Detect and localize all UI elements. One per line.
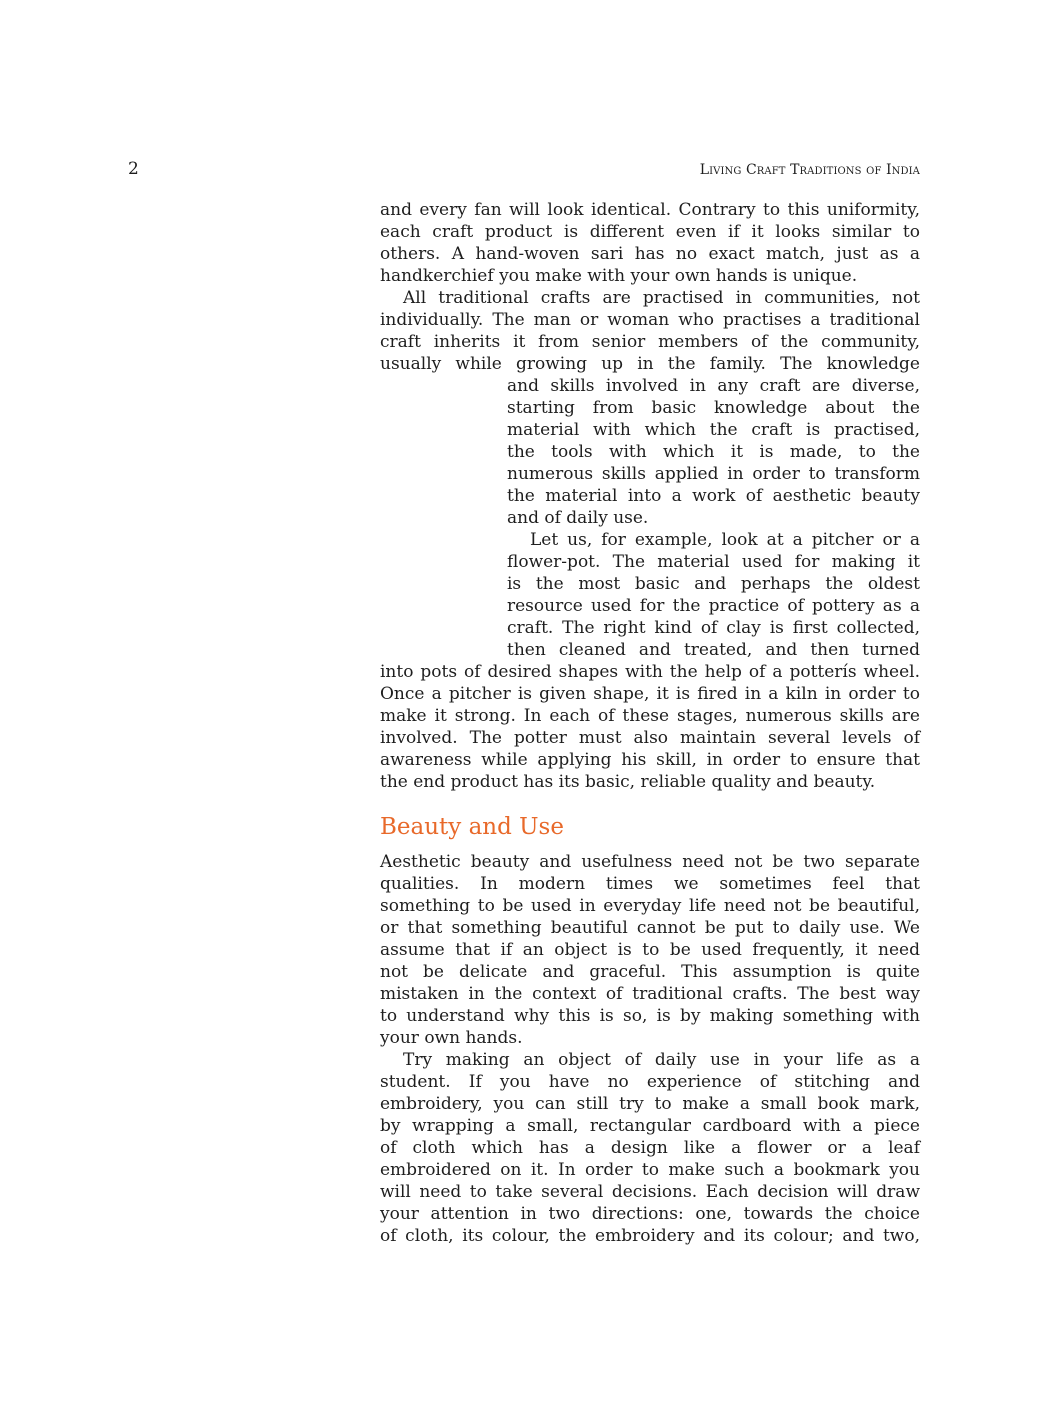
section-heading: Beauty and Use	[380, 814, 564, 840]
text-line: numerous skills applied in order to transform	[507, 464, 920, 484]
text-line: the material into a work of aesthetic beauty	[507, 486, 920, 506]
paragraph-pitcher	[507, 529, 920, 661]
text-line: Aesthetic beauty and usefulness need not be two separate	[380, 852, 920, 872]
text-line: embroidery, you can still try to make a small book mark,	[380, 1094, 920, 1114]
page-number: 2	[128, 159, 139, 179]
text-line: your own hands.	[380, 1028, 523, 1048]
text-line: All traditional crafts are practised in communities, not	[403, 288, 920, 308]
paragraph-try-making	[380, 1049, 920, 1247]
text-line: the tools with which it is made, to the	[507, 442, 920, 462]
text-line: involved. The potter must also maintain several levels of	[380, 728, 920, 748]
running-title: Living Craft Traditions of India	[699, 162, 920, 178]
text-line: individually. The man or woman who practises a traditional	[380, 310, 920, 330]
text-line: each craft product is different even if it looks similar to	[380, 222, 920, 242]
text-line: mistaken in the context of traditional crafts. The best way	[380, 984, 920, 1004]
text-line: into pots of desired shapes with the help of a potterís wheel.	[380, 662, 920, 682]
text-line: make it strong. In each of these stages, numerous skills are	[380, 706, 920, 726]
text-line: others. A hand-woven sari has no exact match, just as a	[380, 244, 920, 264]
text-line: material with which the craft is practised,	[507, 420, 920, 440]
text-line: flower-pot. The material used for making it	[507, 552, 920, 572]
text-line: assume that if an object is to be used frequently, it need	[380, 940, 920, 960]
text-line: embroidered on it. In order to make such a bookmark you	[380, 1160, 920, 1180]
text-line: craft inherits it from senior members of the community,	[380, 332, 920, 352]
text-line: something to be used in everyday life need not be beautiful,	[380, 896, 920, 916]
text-line: is the most basic and perhaps the oldest	[507, 574, 920, 594]
text-line: and every fan will look identical. Contrary to this uniformity,	[380, 200, 920, 220]
text-line: Let us, for example, look at a pitcher or a	[530, 530, 920, 550]
paragraph-pitcher-continued	[380, 661, 920, 793]
text-line: and of daily use.	[507, 508, 649, 528]
paragraph-aesthetic-beauty	[380, 851, 920, 1049]
text-line: your attention in two directions: one, towards the choice	[380, 1204, 920, 1224]
text-line: Try making an object of daily use in your life as a	[403, 1050, 920, 1070]
paragraph-communities-continued	[507, 375, 920, 529]
text-line: of cloth, its colour, the embroidery and its colour; and two,	[380, 1226, 920, 1246]
text-line: the end product has its basic, reliable quality and beauty.	[380, 772, 876, 792]
text-line: to understand why this is so, is by making something with	[380, 1006, 920, 1026]
text-line: by wrapping a small, rectangular cardboard with a piece	[380, 1116, 920, 1136]
text-line: and skills involved in any craft are diverse,	[507, 376, 920, 396]
text-line: will need to take several decisions. Each decision will draw	[380, 1182, 920, 1202]
text-line: Once a pitcher is given shape, it is fired in a kiln in order to	[380, 684, 920, 704]
text-line: usually while growing up in the family. The knowledge	[380, 354, 920, 374]
text-line: student. If you have no experience of stitching and	[380, 1072, 920, 1092]
text-line: handkerchief you make with your own hands is unique.	[380, 266, 858, 286]
text-line: resource used for the practice of pottery as a	[507, 596, 920, 616]
paragraph-uniformity	[380, 199, 920, 287]
paragraph-communities	[380, 287, 920, 375]
text-line: not be delicate and graceful. This assumption is quite	[380, 962, 920, 982]
text-line: starting from basic knowledge about the	[507, 398, 920, 418]
text-line: awareness while applying his skill, in order to ensure that	[380, 750, 920, 770]
text-line: craft. The right kind of clay is first collected,	[507, 618, 920, 638]
text-line: then cleaned and treated, and then turned	[507, 640, 920, 660]
text-line: or that something beautiful cannot be put to daily use. We	[380, 918, 920, 938]
text-line: qualities. In modern times we sometimes feel that	[380, 874, 920, 894]
text-line: of cloth which has a design like a flower or a leaf	[380, 1138, 920, 1158]
